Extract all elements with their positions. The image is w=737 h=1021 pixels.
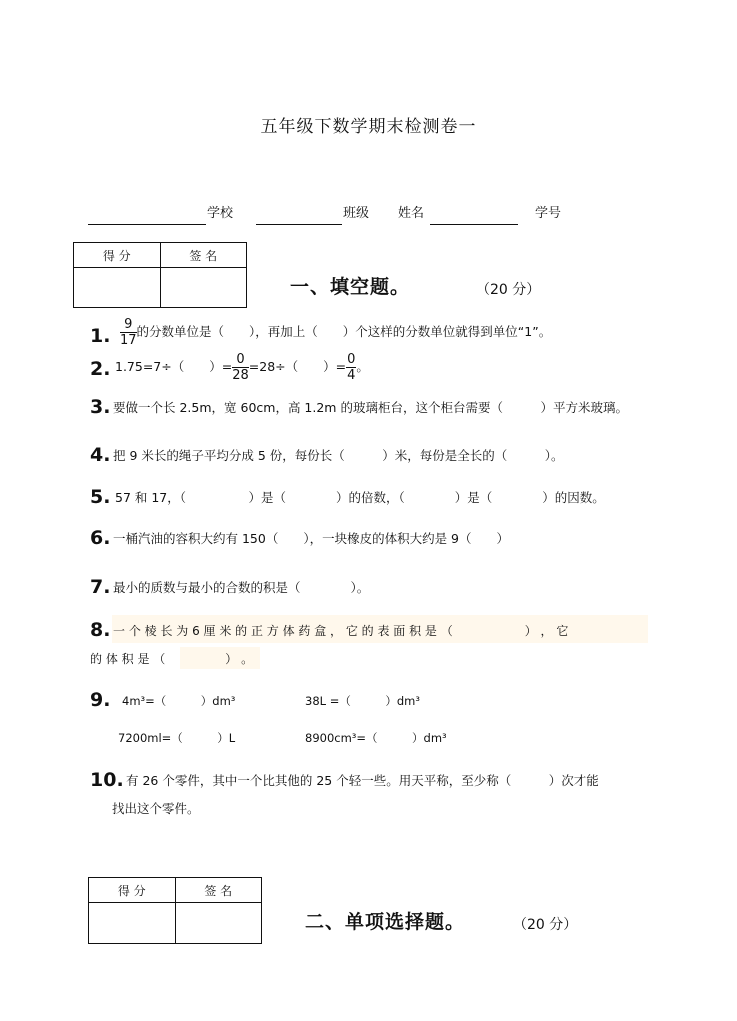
school-label: 学校 xyxy=(207,206,234,221)
question-4: 把 9 米长的绳子平均分成 5 份，每份长（ ）米，每份是全长的（ ）。 xyxy=(113,448,564,463)
question-number: 2. xyxy=(90,358,111,380)
page-title: 五年级下数学期末检测卷一 xyxy=(260,117,477,137)
sign-cell[interactable] xyxy=(160,268,247,308)
score-cell[interactable] xyxy=(89,903,176,944)
question-1: $\frac{9}{17}$ 的分数单位是（ ），再加上（ ）个这样的分数单位就得到单位“1”。 xyxy=(120,317,552,348)
fraction: $\frac{0}{28}$ xyxy=(232,352,249,383)
sign-header: 签 名 xyxy=(160,243,247,268)
question-number: 5. xyxy=(90,486,111,508)
question-8-line-2: 的 体 积 是 （ ） 。 xyxy=(90,652,254,666)
question-2: 1.75=7÷（ ）= $\frac{0}{28}$ =28÷（ ）= $\frac{0}{4}$ 。 xyxy=(115,352,369,383)
score-table-2 xyxy=(88,877,262,944)
fraction: $\frac{9}{17}$ xyxy=(120,317,137,348)
question-number: 3. xyxy=(90,396,111,418)
section-1-points: （20 分） xyxy=(476,282,541,298)
question-5: 57 和 17，（ ）是（ ）的倍数，（ ）是（ ）的因数。 xyxy=(115,490,605,505)
class-label: 班级 xyxy=(343,206,370,221)
question-number: 1. xyxy=(90,325,111,347)
score-table-1 xyxy=(73,242,247,308)
question-9d: 8900cm³=（ ）dm³ xyxy=(305,731,447,745)
question-number: 9. xyxy=(90,689,111,711)
score-header: 得 分 xyxy=(89,878,176,903)
question-3: 要做一个长 2.5m，宽 60cm，高 1.2m 的玻璃柜台，这个柜台需要（ ）平方米玻璃。 xyxy=(113,400,628,415)
name-label: 姓名 xyxy=(398,206,425,221)
question-10-line-1: 有 26 个零件，其中一个比其他的 25 个轻一些。用天平称，至少称（ ）次才能 xyxy=(126,773,599,788)
section-2-heading: 二、单项选择题。 xyxy=(305,911,466,933)
class-blank[interactable] xyxy=(256,224,342,225)
question-10-line-2: 找出这个零件。 xyxy=(112,801,200,816)
sign-cell[interactable] xyxy=(175,903,262,944)
school-blank[interactable] xyxy=(88,224,206,225)
name-blank[interactable] xyxy=(430,224,518,225)
question-number: 10. xyxy=(90,769,124,791)
question-8-line-1: 一 个 棱 长 为 6 厘 米 的 正 方 体 药 盒 ， 它 的 表 面 积 是 （ ） ， 它 xyxy=(113,624,569,638)
question-9c: 7200ml=（ ）L xyxy=(118,731,236,745)
question-7: 最小的质数与最小的合数的积是（ ）。 xyxy=(113,580,370,595)
score-cell[interactable] xyxy=(74,268,161,308)
fraction: $\frac{0}{4}$ xyxy=(347,352,356,383)
question-9b: 38L =（ ）dm³ xyxy=(305,694,420,708)
section-1-heading: 一、填空题。 xyxy=(290,276,411,298)
question-number: 4. xyxy=(90,444,111,466)
score-header: 得 分 xyxy=(74,243,161,268)
question-9a: 4m³=（ ）dm³ xyxy=(122,694,236,708)
question-number: 6. xyxy=(90,527,111,549)
question-6: 一桶汽油的容积大约有 150（ ），一块橡皮的体积大约是 9（ ） xyxy=(113,531,510,546)
sign-header: 签 名 xyxy=(175,878,262,903)
number-label: 学号 xyxy=(535,206,562,221)
section-2-points: （20 分） xyxy=(513,917,578,933)
question-number: 8. xyxy=(90,619,111,641)
question-number: 7. xyxy=(90,576,111,598)
